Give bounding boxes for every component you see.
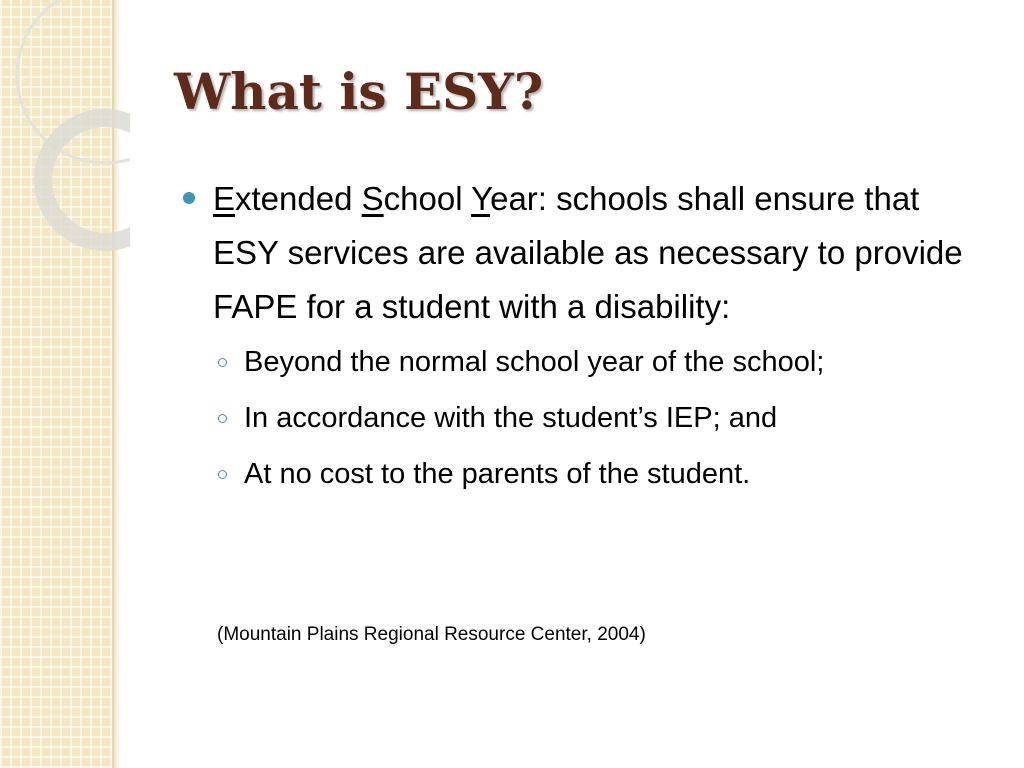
sub-bullet-item bbox=[213, 456, 978, 492]
sub-bullet-item bbox=[213, 344, 978, 380]
thick-ring-decoration bbox=[43, 118, 130, 242]
citation: (Mountain Plains Regional Resource Center, 2004) bbox=[217, 624, 646, 645]
slide-content bbox=[178, 172, 978, 512]
ring-bullet-icon bbox=[218, 470, 227, 479]
ring-bullet-icon bbox=[218, 414, 227, 423]
decorative-circles bbox=[0, 0, 130, 260]
ring-bullet-icon bbox=[218, 358, 227, 367]
sub-bullet-text: At no cost to the parents of the student. bbox=[244, 458, 751, 490]
sub-bullet-item bbox=[213, 400, 978, 436]
large-ring-decoration bbox=[17, 0, 130, 163]
acronym-letter-e: E bbox=[213, 180, 236, 217]
sub-bullet-text: Beyond the normal school year of the school; bbox=[244, 346, 825, 378]
sub-bullet-text: In accordance with the student’s IEP; and bbox=[244, 402, 778, 434]
acronym-letter-y: Y bbox=[471, 180, 491, 217]
acronym-letter-s: S bbox=[361, 180, 384, 217]
main-bullet-text: ear: schools shall ensure that ESY services are available as necessary to provide FAPE for a student with a disability: bbox=[213, 180, 963, 325]
main-bullet bbox=[178, 172, 978, 334]
word-chool: chool bbox=[383, 180, 472, 217]
slide-title: What is ESY? bbox=[174, 62, 544, 121]
sub-bullet-list bbox=[178, 344, 978, 492]
word-xtended: xtended bbox=[235, 180, 362, 217]
bullet-dot-icon bbox=[183, 192, 195, 204]
